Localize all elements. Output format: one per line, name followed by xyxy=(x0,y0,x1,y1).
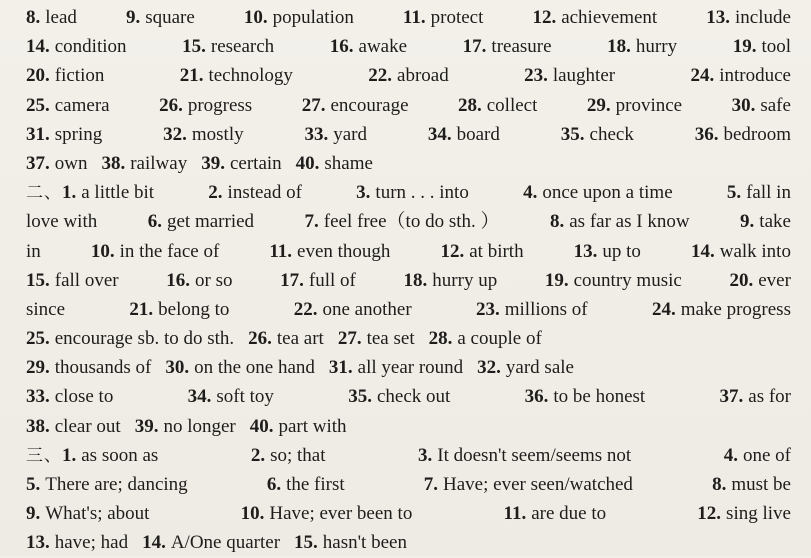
answer-text: check xyxy=(589,123,634,145)
answer-item xyxy=(26,412,121,441)
answer-text: collect xyxy=(486,94,538,116)
answer-item xyxy=(440,237,523,266)
answer-text: since xyxy=(26,298,66,320)
section-marker: 二、 xyxy=(26,183,62,204)
answer-text: railway xyxy=(130,152,188,174)
answer-text: to be honest xyxy=(553,386,646,408)
answer-item xyxy=(26,499,149,528)
item-number: 24. xyxy=(651,298,676,320)
item-number: 38. xyxy=(101,152,126,174)
answer-item xyxy=(159,91,252,120)
item-number: 10. xyxy=(243,7,268,28)
answer-item xyxy=(428,120,500,149)
item-number: 19. xyxy=(732,36,757,58)
section-marker: 三、 xyxy=(26,445,62,466)
item-number: 9. xyxy=(125,7,141,28)
item-number: 31. xyxy=(26,123,50,145)
item-number: 17. xyxy=(462,36,487,58)
answer-item xyxy=(148,207,254,236)
answer-item xyxy=(574,237,641,266)
answer-text: walk into xyxy=(719,240,791,262)
answer-item xyxy=(504,499,607,528)
answer-text: Have; ever been to xyxy=(269,503,413,525)
answer-text: research xyxy=(210,36,275,58)
answer-line xyxy=(26,382,791,411)
item-number: 21. xyxy=(179,65,204,87)
item-number: 12. xyxy=(697,503,722,525)
answer-item xyxy=(304,120,367,149)
answer-item xyxy=(26,528,128,557)
item-number: 15. xyxy=(294,532,318,554)
answer-item xyxy=(329,353,463,382)
answer-text: yard xyxy=(333,123,367,145)
answer-text: as soon as xyxy=(81,444,159,466)
item-number: 2. xyxy=(208,182,223,204)
item-number: 28. xyxy=(458,94,482,116)
item-number: 13. xyxy=(706,7,730,28)
item-number: 14. xyxy=(26,36,50,58)
item-number: 26. xyxy=(159,94,183,116)
answer-text: or so xyxy=(195,269,233,291)
answer-text: technology xyxy=(208,65,293,87)
answer-item xyxy=(101,149,187,178)
item-number: 10. xyxy=(240,503,265,525)
answer-text: on the one hand xyxy=(194,357,315,379)
answer-text: a couple of xyxy=(457,328,542,350)
answer-text: tea art xyxy=(276,328,324,350)
item-number: 33. xyxy=(304,123,329,145)
answer-item xyxy=(26,91,110,120)
item-number: 3. xyxy=(418,444,433,466)
answer-item xyxy=(697,499,791,528)
item-number: 8. xyxy=(26,7,41,28)
answer-text: one another xyxy=(322,298,412,320)
answer-item xyxy=(163,120,243,149)
answer-item xyxy=(166,266,232,295)
item-number: 16. xyxy=(329,36,354,58)
answer-line xyxy=(26,412,791,441)
answer-text: fall in xyxy=(746,182,791,204)
answer-item xyxy=(695,120,791,149)
answer-text: board xyxy=(456,123,500,145)
item-number: 27. xyxy=(337,328,362,350)
answer-text: millions of xyxy=(504,298,588,320)
answer-text: mostly xyxy=(191,123,244,145)
answer-text: instead of xyxy=(227,182,302,204)
answer-item xyxy=(706,3,791,32)
item-number: 3. xyxy=(356,182,371,204)
item-number: 9. xyxy=(740,211,755,233)
item-number: 27. xyxy=(301,94,326,116)
answer-text: once upon a time xyxy=(542,182,673,204)
answer-item xyxy=(523,178,673,207)
answer-text: thousands of xyxy=(54,357,152,379)
answer-item xyxy=(302,91,409,120)
answer-item xyxy=(248,324,324,353)
item-number: 6. xyxy=(147,211,162,233)
answer-item xyxy=(26,470,188,499)
answer-item xyxy=(267,470,345,499)
answer-line xyxy=(26,207,791,236)
item-number: 6. xyxy=(266,474,282,495)
answer-text: love with xyxy=(26,211,98,233)
answer-text: tea set xyxy=(366,328,415,350)
answer-item xyxy=(463,32,552,61)
item-number: 11. xyxy=(402,7,426,28)
item-number: 1. xyxy=(62,444,77,466)
item-number: 22. xyxy=(368,65,393,87)
answer-text: lead xyxy=(45,7,77,28)
answer-text: abroad xyxy=(397,65,449,87)
answer-line xyxy=(26,3,791,32)
answer-item xyxy=(403,3,483,32)
answer-text: treasure xyxy=(491,36,552,58)
item-number: 20. xyxy=(729,269,754,291)
item-number: 16. xyxy=(166,269,190,291)
answer-text: certain xyxy=(229,152,282,174)
answer-text: a little bit xyxy=(81,182,155,204)
answer-line xyxy=(26,295,791,324)
item-number: 40. xyxy=(295,152,320,174)
answer-text: What's; about xyxy=(45,503,150,525)
answer-item xyxy=(561,120,634,149)
answer-text: bedroom xyxy=(723,123,791,145)
answer-item xyxy=(250,412,347,441)
answer-text: the first xyxy=(286,474,345,495)
answer-text: It doesn't seem/seems not xyxy=(437,444,632,466)
answer-item xyxy=(126,3,195,32)
answer-text: laughter xyxy=(552,65,616,87)
answer-text: no longer xyxy=(163,415,236,437)
answer-text: include xyxy=(735,7,791,28)
answer-text: introduce xyxy=(719,65,791,87)
answer-item xyxy=(26,382,113,411)
answer-text: make progress xyxy=(680,298,791,320)
answer-line xyxy=(26,324,791,353)
answer-text: safe xyxy=(760,94,791,116)
answer-item xyxy=(26,149,87,178)
answer-text: hasn't been xyxy=(322,532,407,554)
answer-text: full of xyxy=(308,269,356,291)
item-number: 25. xyxy=(26,328,50,350)
item-number: 30. xyxy=(165,357,190,379)
answer-text: as far as I know xyxy=(569,211,690,233)
answer-item xyxy=(724,441,791,470)
answer-item xyxy=(607,32,677,61)
item-number: 18. xyxy=(403,269,428,291)
item-number: 15. xyxy=(26,269,50,291)
answer-text: have; had xyxy=(54,532,129,554)
item-number: 7. xyxy=(304,211,319,233)
answer-line xyxy=(26,120,791,149)
answer-item xyxy=(404,266,498,295)
answer-item xyxy=(525,382,646,411)
answer-line xyxy=(26,61,791,90)
answer-list xyxy=(26,3,791,558)
answer-text: close to xyxy=(54,386,114,408)
answer-text: achievement xyxy=(561,7,658,28)
answer-text: even though xyxy=(297,240,391,262)
item-number: 39. xyxy=(134,415,159,437)
answer-line xyxy=(26,470,791,499)
answer-text: feel free（to do sth. ） xyxy=(323,211,500,233)
answer-text: all year round xyxy=(357,357,464,379)
answer-text: fall over xyxy=(54,269,119,291)
answer-item xyxy=(727,178,791,207)
item-number: 35. xyxy=(560,123,585,145)
answer-text: progress xyxy=(187,94,253,116)
answer-text: check out xyxy=(376,386,451,408)
answer-item xyxy=(182,32,274,61)
answer-item xyxy=(26,295,65,324)
item-number: 38. xyxy=(26,415,50,437)
item-number: 13. xyxy=(26,532,50,554)
answer-item xyxy=(188,382,274,411)
item-number: 25. xyxy=(26,94,50,116)
answer-item xyxy=(26,353,151,382)
item-number: 34. xyxy=(187,386,212,408)
item-number: 23. xyxy=(524,65,548,87)
answer-item xyxy=(729,266,790,295)
item-number: 17. xyxy=(280,269,304,291)
answer-item xyxy=(532,3,657,32)
item-number: 32. xyxy=(163,123,187,145)
answer-item xyxy=(280,266,356,295)
answer-text: Have; ever seen/watched xyxy=(443,474,633,495)
answer-item xyxy=(294,295,412,324)
item-number: 1. xyxy=(62,182,77,204)
answer-text: sing live xyxy=(726,503,791,525)
answer-item xyxy=(690,61,791,90)
item-number: 9. xyxy=(26,503,41,525)
answer-item xyxy=(135,412,236,441)
item-number: 10. xyxy=(90,240,115,262)
answer-item xyxy=(652,295,791,324)
item-number: 12. xyxy=(440,240,465,262)
item-number: 35. xyxy=(348,386,372,408)
item-number: 21. xyxy=(129,298,154,320)
answer-item xyxy=(418,441,631,470)
answer-item xyxy=(269,237,390,266)
answer-item xyxy=(587,91,682,120)
answer-text: province xyxy=(615,94,683,116)
answer-text: must be xyxy=(731,474,791,495)
answer-item xyxy=(524,61,615,90)
answer-line xyxy=(26,499,791,528)
answer-text: tool xyxy=(761,36,791,58)
item-number: 2. xyxy=(250,444,266,466)
answer-text: as for xyxy=(748,386,791,408)
answer-item xyxy=(305,207,500,236)
item-number: 5. xyxy=(26,474,41,495)
answer-line xyxy=(26,353,791,382)
answer-text: clear out xyxy=(54,415,121,437)
answer-item xyxy=(26,120,102,149)
answer-item xyxy=(368,61,448,90)
answer-item xyxy=(691,237,791,266)
answer-item xyxy=(26,207,97,236)
item-number: 32. xyxy=(477,357,501,379)
item-number: 36. xyxy=(524,386,549,408)
item-number: 29. xyxy=(26,357,50,379)
answer-text: There are; dancing xyxy=(45,474,188,495)
answer-text: get married xyxy=(167,211,255,233)
item-number: 11. xyxy=(269,240,293,262)
answer-text: population xyxy=(272,7,354,28)
answer-item xyxy=(201,149,281,178)
answer-item xyxy=(26,61,104,90)
item-number: 22. xyxy=(293,298,318,320)
item-number: 37. xyxy=(26,152,50,174)
answer-text: yard sale xyxy=(505,357,574,379)
item-number: 40. xyxy=(249,415,274,437)
answer-item xyxy=(26,3,77,32)
answer-text: ever xyxy=(758,269,791,291)
answer-item xyxy=(550,207,690,236)
answer-item xyxy=(294,528,407,557)
answer-text: turn . . . into xyxy=(375,182,469,204)
answer-text: hurry up xyxy=(432,269,498,291)
answer-text: one of xyxy=(742,444,791,466)
answer-text: condition xyxy=(54,36,127,58)
answer-text: encourage sb. to do sth. xyxy=(54,328,235,350)
answer-item xyxy=(424,470,633,499)
answer-line xyxy=(26,237,791,266)
answer-item xyxy=(26,266,119,295)
answer-item xyxy=(244,3,354,32)
answer-text: up to xyxy=(602,240,641,262)
answer-item xyxy=(241,499,413,528)
answer-line xyxy=(26,441,791,470)
answer-item xyxy=(26,441,158,470)
answer-text: country music xyxy=(573,269,682,291)
item-number: 28. xyxy=(428,328,453,350)
item-number: 36. xyxy=(694,123,719,145)
answer-text: own xyxy=(54,152,88,174)
item-number: 8. xyxy=(712,474,727,495)
answer-item xyxy=(348,382,450,411)
item-number: 23. xyxy=(475,298,500,320)
answer-text: take xyxy=(759,211,791,233)
item-number: 7. xyxy=(423,474,439,495)
answer-text: spring xyxy=(54,123,103,145)
answer-item xyxy=(712,470,791,499)
answer-text: are due to xyxy=(531,503,607,525)
answer-item xyxy=(208,178,302,207)
answer-text: A/One quarter xyxy=(170,532,281,554)
item-number: 39. xyxy=(201,152,225,174)
item-number: 34. xyxy=(427,123,452,145)
answer-line xyxy=(26,178,791,207)
answer-item xyxy=(251,441,326,470)
answer-text: in the face of xyxy=(119,240,220,262)
answer-item xyxy=(142,528,280,557)
answer-text: part with xyxy=(278,415,347,437)
answer-item xyxy=(733,32,791,61)
item-number: 4. xyxy=(523,182,538,204)
answer-item xyxy=(26,178,154,207)
item-number: 14. xyxy=(690,240,715,262)
answer-item xyxy=(26,32,127,61)
item-number: 20. xyxy=(26,65,50,87)
answer-item xyxy=(26,237,41,266)
item-number: 12. xyxy=(532,7,557,28)
answer-line xyxy=(26,528,791,557)
answer-item xyxy=(477,353,574,382)
item-number: 4. xyxy=(723,444,738,466)
answer-text: at birth xyxy=(469,240,524,262)
answer-item xyxy=(458,91,537,120)
answer-line xyxy=(26,266,791,295)
item-number: 30. xyxy=(731,94,756,116)
answer-item xyxy=(165,353,315,382)
item-number: 19. xyxy=(544,269,569,291)
answer-text: shame xyxy=(324,152,373,174)
answer-item xyxy=(26,324,234,353)
item-number: 18. xyxy=(607,36,631,58)
answer-text: encourage xyxy=(330,94,409,116)
answer-item xyxy=(91,237,219,266)
answer-item xyxy=(338,324,415,353)
item-number: 37. xyxy=(719,386,744,408)
answer-text: square xyxy=(145,7,195,28)
item-number: 29. xyxy=(586,94,611,116)
answer-item xyxy=(732,91,791,120)
answer-text: fiction xyxy=(54,65,105,87)
answer-item xyxy=(740,207,791,236)
answer-item xyxy=(330,32,407,61)
answer-text: in xyxy=(26,240,41,262)
answer-line xyxy=(26,149,791,178)
answer-line xyxy=(26,91,791,120)
answer-text: belong to xyxy=(158,298,230,320)
answer-text: hurry xyxy=(635,36,678,58)
item-number: 33. xyxy=(26,386,50,408)
item-number: 15. xyxy=(182,36,206,58)
answer-item xyxy=(180,61,293,90)
item-number: 13. xyxy=(573,240,598,262)
answer-item xyxy=(129,295,229,324)
answer-item xyxy=(545,266,682,295)
answer-item xyxy=(296,149,373,178)
item-number: 14. xyxy=(142,532,166,554)
item-number: 31. xyxy=(328,357,353,379)
item-number: 24. xyxy=(690,65,715,87)
answer-text: protect xyxy=(430,7,484,28)
answer-text: soft toy xyxy=(216,386,274,408)
answer-item xyxy=(476,295,588,324)
item-number: 26. xyxy=(248,328,272,350)
answer-text: so; that xyxy=(270,444,326,466)
answer-text: awake xyxy=(358,36,408,58)
answer-item xyxy=(720,382,791,411)
item-number: 8. xyxy=(550,211,565,233)
item-number: 11. xyxy=(503,503,527,525)
item-number: 5. xyxy=(726,182,742,204)
answer-item xyxy=(356,178,469,207)
answer-text: camera xyxy=(54,94,110,116)
answer-line xyxy=(26,32,791,61)
answer-item xyxy=(429,324,542,353)
